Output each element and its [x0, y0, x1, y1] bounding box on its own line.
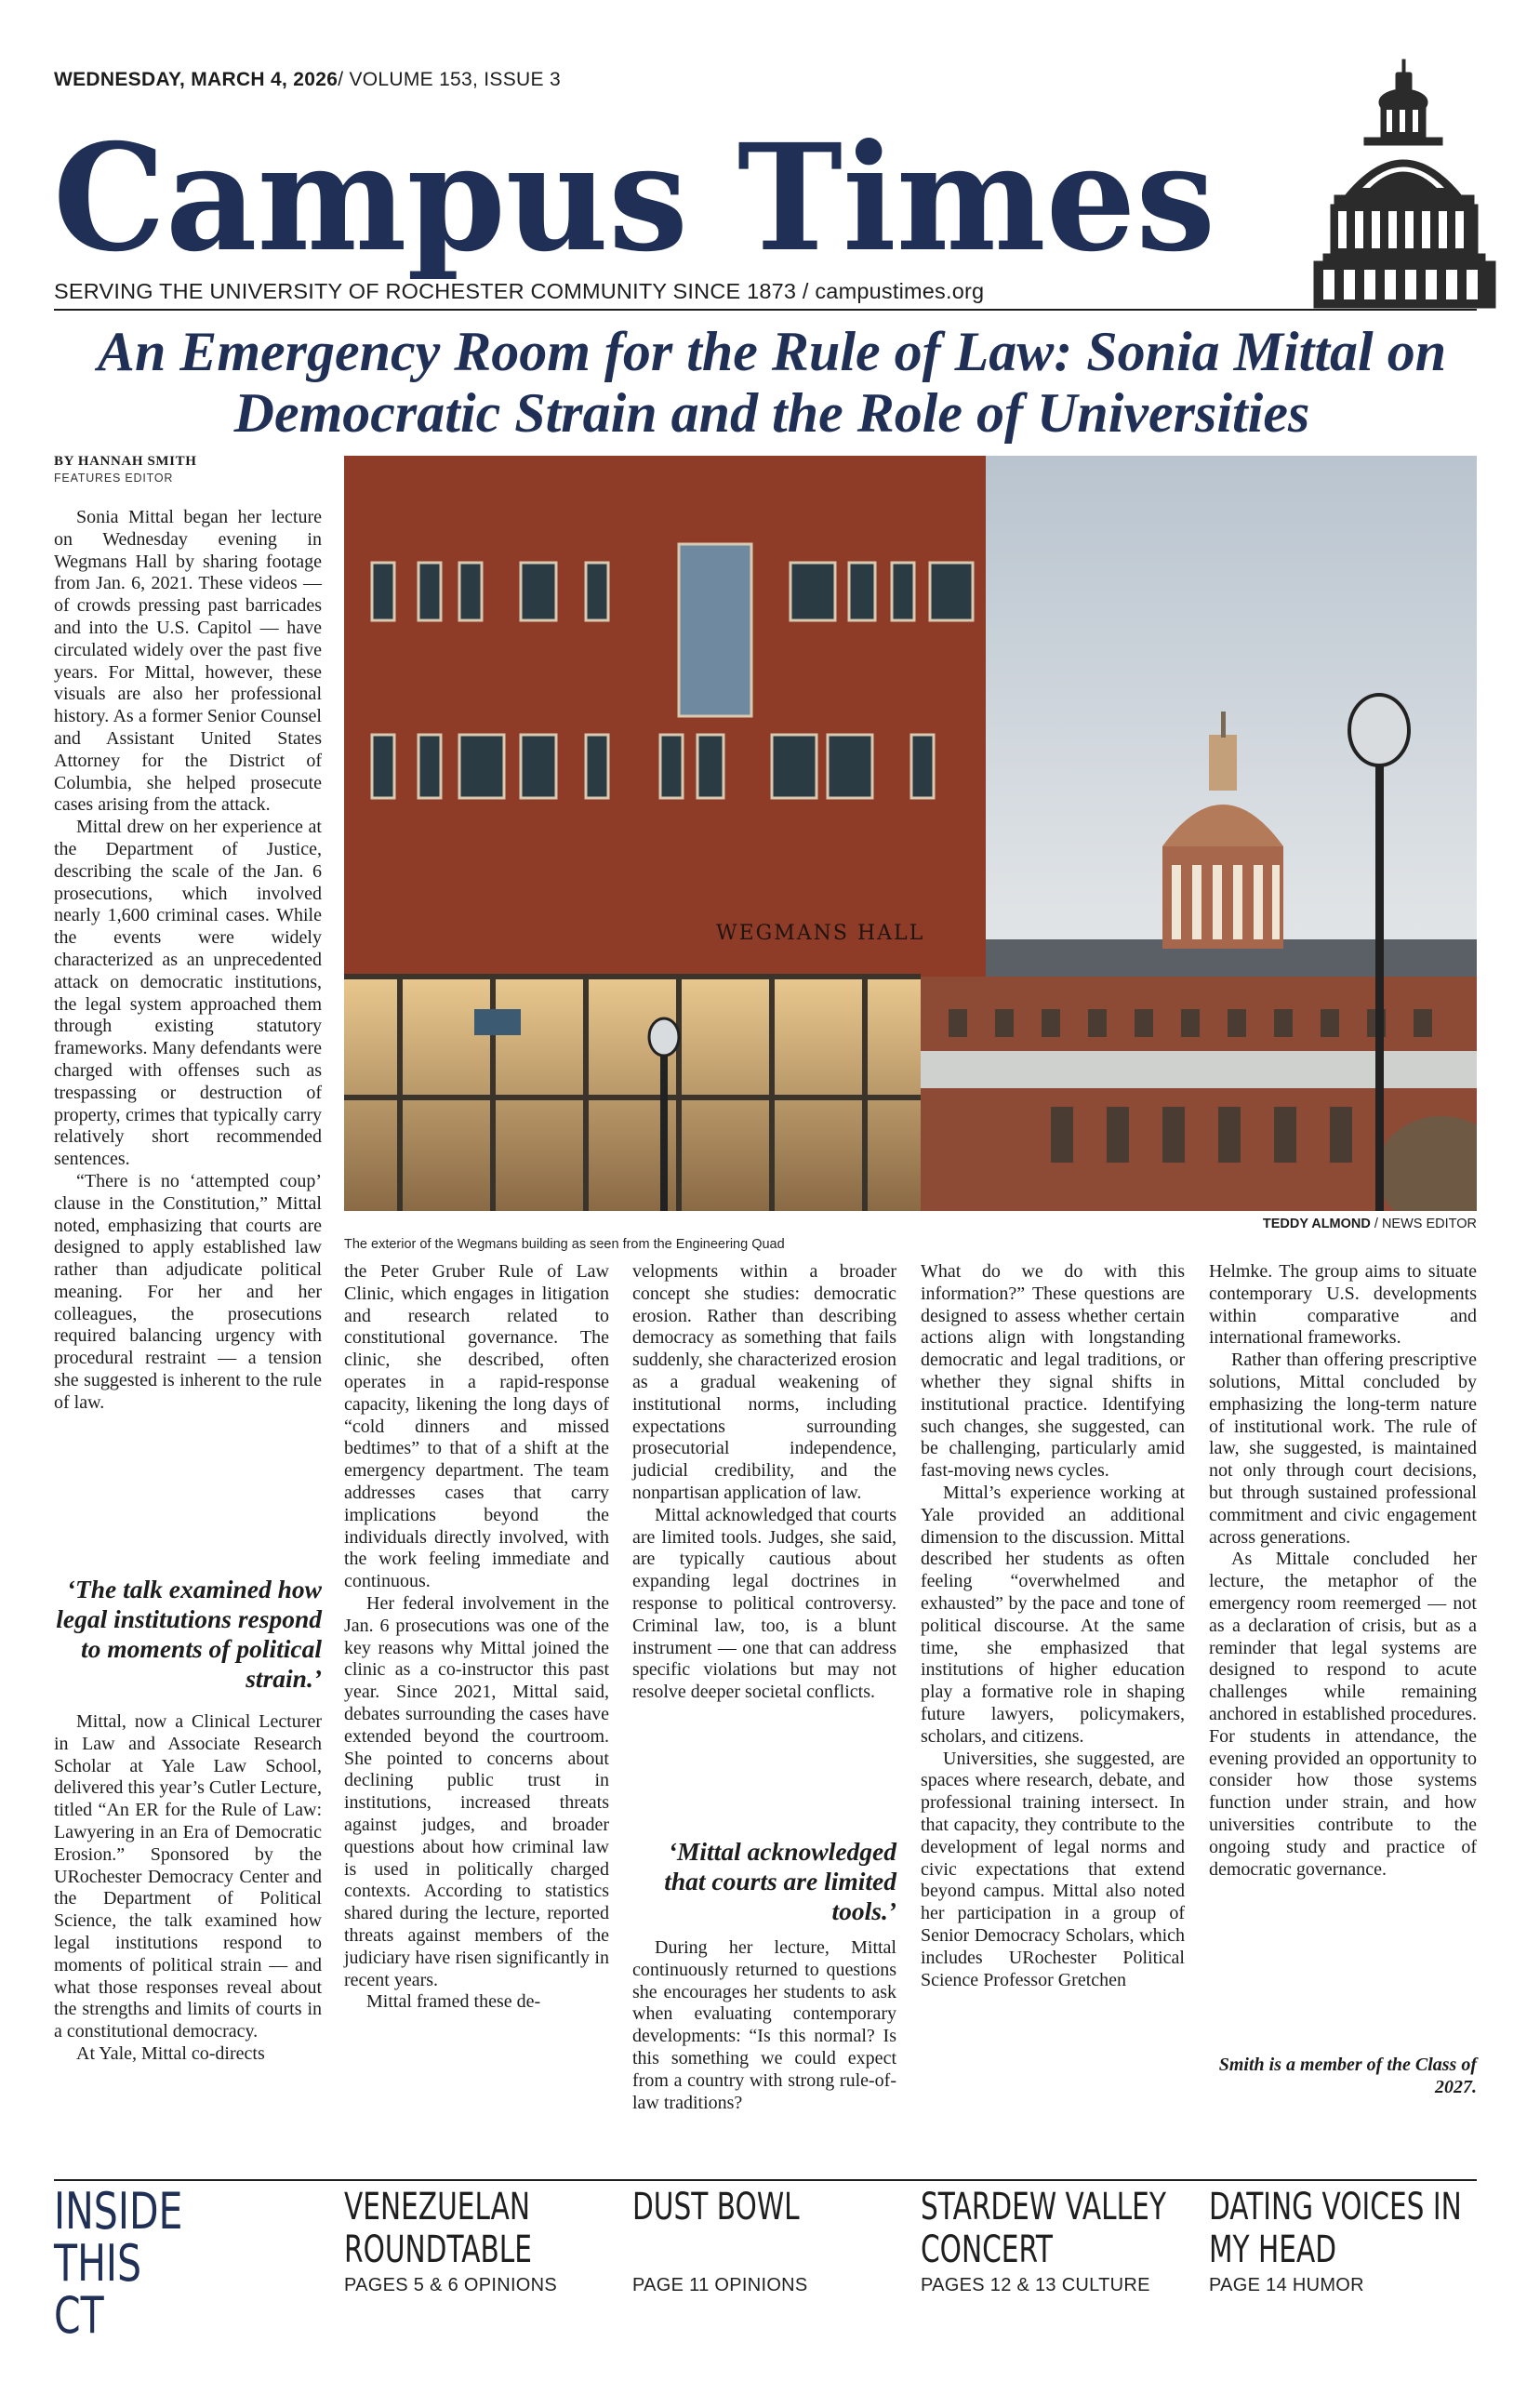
paragraph: Mittal, now a Clinical Lecturer in Law and Associate Research Scholar at Yale Law School, delivered this year’s Cutler Lecture, titled “An ER for the Rule of Law: Lawyering in an Era of Democratic Erosion.” Sponsored by the URochester Democracy Center and the Department of Political Science, the talk examined how legal institutions respond to moments of political strain — and what those responses reveal about the strengths and limits of courts in a constitutional democracy.: [54, 1711, 322, 2042]
paragraph: At Yale, Mittal co-directs: [76, 2042, 265, 2064]
paragraph: What do we do with this information?” These questions are designed to assess whether certain actions align with longstanding democratic and legal traditions, or whether they signal shifts in institutional practice. Identifying such changes, she suggested, can be challenging, particularly amid fast-moving news cycles.: [921, 1261, 1185, 1482]
article-column-2: [344, 1261, 609, 2014]
teaser-title: DUST BOWL: [632, 2186, 800, 2228]
photo-credit-role: / NEWS EDITOR: [1370, 1217, 1477, 1231]
paragraph: Mittal acknowledged that courts are limited tools. Judges, she said, are typically cautious about expanding legal doctrines in response to political controversy. Criminal law, too, is a blunt instrument — one that can address specific violations but may not resolve deeper societal conflicts.: [632, 1504, 896, 1703]
teaser-title: DATING VOICES IN MY HEAD: [1209, 2186, 1462, 2271]
masthead-rule: [54, 309, 1477, 311]
issue-volume: / VOLUME 153, ISSUE 3: [338, 69, 561, 90]
article-column-1-continued: [54, 1711, 322, 2066]
photo-caption: The exterior of the Wegmans building as seen from the Engineering Quad: [344, 1237, 785, 1252]
paragraph: the Peter Gruber Rule of Law Clinic, which engages in litigation and research related to constitutional governance. The clinic, she described, often operates in a rapid-response capacity, likening the long days of “cold dinners and missed bedtimes” to that of a shift at the emergency department. The team addresses cases that carry implications beyond the individuals directly involved, with the work feeling immediate and continuous.: [344, 1261, 609, 1592]
article-column-3: [632, 1261, 896, 1704]
teaser-pages: PAGE 14 HUMOR: [1209, 2275, 1364, 2295]
building-sign: WEGMANS HALL: [716, 922, 925, 945]
teaser-pages: PAGES 5 & 6 OPINIONS: [344, 2275, 558, 2295]
paragraph: Sonia Mittal began her lecture on Wednesday evening in Wegmans Hall by sharing footage from Jan. 6, 2021. These videos — of crowds pressing past barricades and into the U.S. Capitol — have circulated widely over the past five years. For Mittal, however, these visuals are also her professional history. As a former Senior Counsel and Assistant United States Attorney for the District of Columbia, she helped prosecute cases arising from the attack.: [54, 507, 322, 816]
paragraph: Helmke. The group aims to situate contemporary U.S. developments within comparative and international frameworks.: [1209, 1261, 1477, 1349]
masthead-tagline: SERVING THE UNIVERSITY OF ROCHESTER COMMUNITY SINCE 1873 / campustimes.org: [54, 279, 985, 303]
paragraph: Mittal’s experience working at Yale provided an additional dimension to the discussion. Mittal described her students as often feeling “overwhelmed and exhausted” by the pace and tone of political discourse. At the same time, she emphasized that institutions of higher education play a formative role in shaping future lawyers, policymakers, scholars, and citizens.: [921, 1482, 1185, 1747]
article-headline: An Emergency Room for the Rule of Law: Sonia Mittal on Democratic Strain and the Role of Universities: [97, 321, 1447, 444]
photo-credit-name: TEDDY ALMOND: [1262, 1217, 1371, 1231]
byline-role: FEATURES EDITOR: [54, 472, 174, 485]
article-column-5: [1209, 1261, 1477, 1881]
teaser-title: VENEZUELAN ROUNDTABLE: [344, 2186, 532, 2271]
wegmans-hall-photo: [344, 456, 1477, 1211]
teaser-pages: PAGE 11 OPINIONS: [632, 2275, 808, 2295]
article-column-1: [54, 507, 322, 1415]
author-note: Smith is a member of the Class of 2027.: [1218, 2055, 1477, 2097]
teaser-title: STARDEW VALLEY CONCERT: [921, 2186, 1166, 2271]
teaser-dating-voices[interactable]: [1209, 2186, 1540, 2296]
byline: BY HANNAH SMITH: [54, 454, 197, 469]
paragraph: Her federal involvement in the Jan. 6 prosecutions was one of the key reasons why Mittal joined the clinic as a co-instructor this past year. Since 2021, Mittal said, debates surrounding the cases have extended beyond the courtroom. She pointed to concerns about declining public trust in institutions, increased threats against judges, and broader questions about how criminal law is used in politically charged contexts. According to statistics shared during the lecture, reported threats against members of the judiciary have risen significantly in recent years.: [344, 1592, 609, 1990]
paragraph: velopments within a broader concept she studies: democratic erosion. Rather than describing democracy as something that fails suddenly, she characterized erosion as a gradual weakening of institutional norms, including expectations surrounding prosecutorial independence, judicial credibility, and the nonpartisan application of law.: [632, 1261, 896, 1503]
article-photo: [344, 456, 1477, 1211]
paragraph: Mittal framed these de-: [366, 1991, 541, 2013]
issue-date: WEDNESDAY, MARCH 4, 2026: [54, 69, 339, 90]
photo-credit: [1260, 1217, 1477, 1231]
inside-title: INSIDE THIS CT: [54, 2182, 183, 2345]
paragraph: “There is no ‘attempted coup’ clause in the Constitution,” Mittal noted, emphasizing that courts are designed to apply established law rather than adjudicate political meaning. For her and her colleagues, the prosecutions required balancing urgency with procedural restraint — a tension she suggested is inherent to the rule of law.: [54, 1170, 322, 1413]
paragraph: As Mittale concluded her lecture, the metaphor of the emergency room reemerged — not as a declaration of crisis, but as a reminder that legal systems are designed to respond to acute challenges while remaining anchored in established procedures. For students in attendance, the evening provided an opportunity to consider how those systems function under strain, and how universities contribute to the ongoing study and practice of democratic governance.: [1209, 1549, 1477, 1880]
masthead: [51, 93, 1241, 279]
issue-dateline: [54, 69, 561, 91]
article-column-4: [921, 1261, 1185, 1991]
paragraph: Mittal drew on her experience at the Department of Justice, describing the scale of the Jan. 6 prosecutions, which involved nearly 1,600 criminal cases. While the events were widely characterized as an unprecedented attack on democratic institutions, the legal system approached them through existing statutory frameworks. Many defendants were charged with offenses such as trespassing or destruction of property, crimes that typically carry relatively short recommended sentences.: [54, 817, 322, 1170]
rush-rhees-dome-icon: [1307, 58, 1516, 309]
paragraph: During her lecture, Mittal continuously returned to questions she encourages her students to ask when evaluating contemporary developments: “Is this normal? Is this something we could expect from a country with strong rule-of-law traditions?: [632, 1937, 896, 2113]
article-column-3-continued: [632, 1937, 896, 2114]
paragraph: Universities, she suggested, are spaces where research, debate, and professional training intersect. In that capacity, they contribute to the development of legal norms and civic expectations that extend beyond campus. Mittal also noted her participation in a group of Senior Democracy Scholars, which includes URochester Political Science Professor Gretchen: [921, 1748, 1185, 1990]
paragraph: Rather than offering prescriptive solutions, Mittal concluded by emphasizing the long-term nature of institutional work. The rule of law, she suggested, is maintained not only through court decisions, but through sustained professional commitment and civic engagement across generations.: [1209, 1350, 1477, 1548]
masthead-title: Campus Times: [53, 113, 1215, 279]
teaser-pages: PAGES 12 & 13 CULTURE: [921, 2275, 1150, 2295]
pull-quote: ‘Mittal acknowledged that courts are limited tools.’: [664, 1837, 896, 1925]
pull-quote: ‘The talk examined how legal institutions respond to moments of political strain.’: [56, 1575, 322, 1693]
inside-rule: [54, 2179, 1477, 2181]
